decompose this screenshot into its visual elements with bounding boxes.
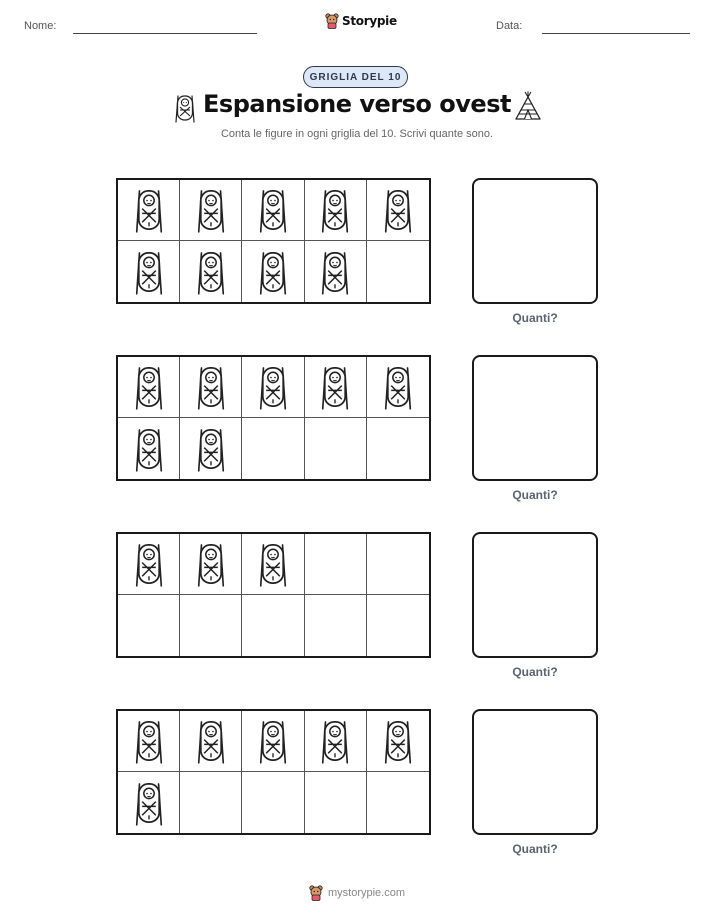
brand-logo	[325, 13, 397, 29]
cradleboard-baby-icon	[258, 185, 288, 235]
ten-frame-cell	[242, 180, 304, 241]
ten-frame-cell	[242, 241, 304, 302]
cradleboard-baby-icon	[196, 362, 226, 412]
ten-frame-cell	[367, 180, 429, 241]
cradleboard-baby-icon	[258, 716, 288, 766]
answer-box[interactable]	[472, 178, 598, 304]
footer	[0, 885, 714, 901]
ten-frame-cell	[118, 534, 180, 595]
ten-frame-cell	[367, 418, 429, 479]
answer-label: Quanti?	[512, 311, 558, 325]
answer-label: Quanti?	[512, 488, 558, 502]
ten-frame-cell	[305, 418, 367, 479]
cradleboard-baby-icon	[258, 362, 288, 412]
ten-frame-cell	[242, 772, 304, 833]
cradleboard-baby-icon	[383, 362, 413, 412]
ten-frame-cell	[242, 595, 304, 656]
cradleboard-baby-icon	[196, 424, 226, 474]
ten-frame-cell	[367, 711, 429, 772]
cradleboard-baby-icon	[134, 716, 164, 766]
ten-frame-cell	[242, 711, 304, 772]
cradleboard-baby-icon	[134, 362, 164, 412]
ten-frame-grid	[116, 709, 431, 835]
ten-frame-cell	[305, 595, 367, 656]
bear-mascot-icon	[325, 13, 339, 29]
ten-frame-cell	[180, 711, 242, 772]
cradleboard-baby-icon	[320, 362, 350, 412]
cradleboard-baby-icon	[196, 247, 226, 297]
ten-frame-cell	[180, 772, 242, 833]
cradleboard-baby-icon	[134, 424, 164, 474]
ten-frame-cell	[305, 357, 367, 418]
ten-frame-cell	[367, 357, 429, 418]
cradleboard-baby-icon	[383, 185, 413, 235]
cradleboard-baby-icon	[383, 716, 413, 766]
ten-frame-cell	[305, 534, 367, 595]
ten-frame-cell	[242, 534, 304, 595]
teepee-icon	[512, 90, 544, 122]
ten-frame-cell	[242, 418, 304, 479]
ten-frame-cell	[118, 418, 180, 479]
answer-label: Quanti?	[512, 665, 558, 679]
answer-box[interactable]	[472, 532, 598, 658]
instructions: Conta le figure in ogni griglia del 10. Scrivi quante sono.	[220, 128, 494, 140]
ten-frame-cell	[305, 772, 367, 833]
date-label: Data:	[496, 20, 523, 32]
date-line[interactable]	[542, 33, 690, 34]
bear-mascot-icon	[309, 885, 323, 901]
ten-frame-cell	[242, 357, 304, 418]
ten-frame-cell	[118, 772, 180, 833]
ten-frame-cell	[180, 241, 242, 302]
answer-box[interactable]	[472, 355, 598, 481]
name-line[interactable]	[73, 33, 257, 34]
ten-frame-cell	[367, 241, 429, 302]
ten-frame-grid	[116, 532, 431, 658]
answer-label: Quanti?	[512, 842, 558, 856]
ten-frame-cell	[118, 241, 180, 302]
ten-frame-cell	[180, 357, 242, 418]
ten-frame-grid	[116, 178, 431, 304]
ten-frame-cell	[180, 180, 242, 241]
ten-frame-cell	[305, 241, 367, 302]
ten-frame-cell	[118, 180, 180, 241]
answer-box[interactable]	[472, 709, 598, 835]
ten-frame-cell	[367, 534, 429, 595]
cradleboard-baby-icon	[196, 185, 226, 235]
ten-frame-cell	[118, 711, 180, 772]
cradleboard-baby-icon	[196, 539, 226, 589]
name-label: Nome:	[24, 20, 57, 32]
ten-frame-grid	[116, 355, 431, 481]
ten-frame-cell	[118, 357, 180, 418]
cradleboard-baby-icon	[134, 539, 164, 589]
page-title: Espansione verso ovest	[203, 90, 511, 118]
cradleboard-baby-icon	[134, 247, 164, 297]
cradleboard-baby-icon	[320, 716, 350, 766]
cradleboard-baby-icon	[320, 247, 350, 297]
ten-frame-cell	[180, 418, 242, 479]
ten-frame-cell	[367, 772, 429, 833]
ten-frame-cell	[305, 711, 367, 772]
brand-name: Storypie	[342, 14, 397, 28]
cradleboard-baby-icon	[258, 539, 288, 589]
cradleboard-baby-icon	[258, 247, 288, 297]
cradleboard-baby-icon	[196, 716, 226, 766]
ten-frame-cell	[367, 595, 429, 656]
ten-frame-cell	[180, 595, 242, 656]
ten-frame-cell	[118, 595, 180, 656]
cradleboard-baby-icon	[320, 185, 350, 235]
ten-frame-cell	[180, 534, 242, 595]
ten-frame-cell	[305, 180, 367, 241]
cradleboard-baby-icon	[134, 185, 164, 235]
section-badge: GRIGLIA DEL 10	[303, 66, 408, 88]
cradleboard-baby-icon	[134, 778, 164, 828]
footer-link[interactable]: mystorypie.com	[327, 887, 406, 899]
